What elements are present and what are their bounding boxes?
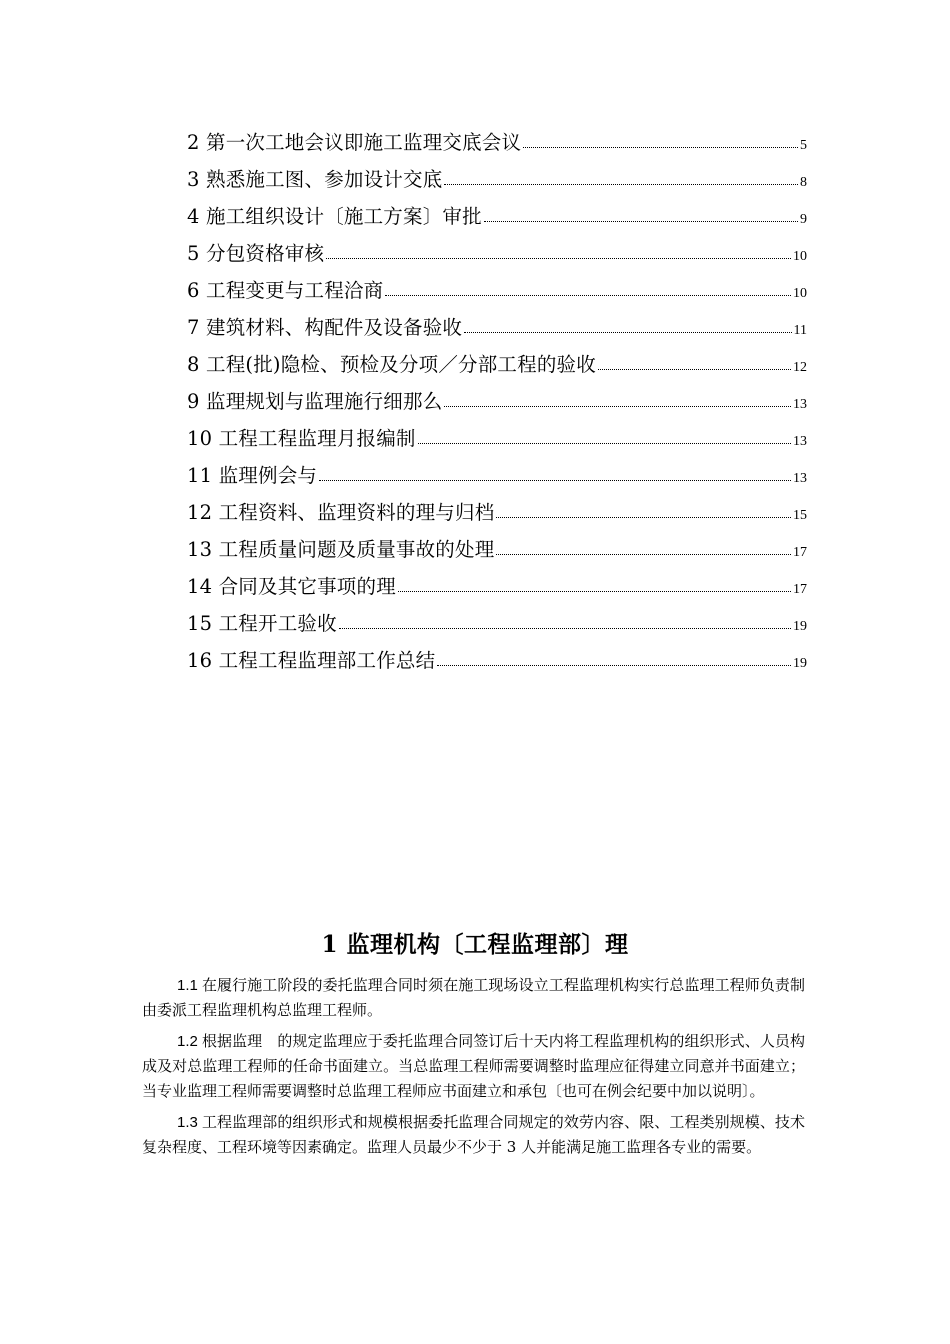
toc-entry-title: 11 监理例会与 — [187, 464, 318, 487]
toc-dot-leader — [598, 369, 791, 370]
toc-entry-title: 12 工程资料、监理资料的理与归档 — [187, 501, 495, 524]
toc-dot-leader — [326, 258, 791, 259]
toc-dot-leader — [444, 184, 798, 185]
toc-entry[interactable] — [187, 525, 807, 562]
paragraph — [142, 973, 805, 1023]
toc-entry[interactable] — [187, 488, 807, 525]
toc-entry-title: 16 工程工程监理部工作总结 — [187, 649, 436, 672]
toc-entry-page: 10 — [793, 249, 807, 264]
toc-entry-page: 13 — [793, 434, 807, 449]
toc-entry-page: 13 — [793, 471, 807, 486]
paragraph — [142, 1029, 805, 1104]
paragraph-text: 工程监理部的组织形式和规模根据委托监理合同规定的效劳内容、限、工程类别规模、技术复杂程度、工程环境等因素确定。监理人员最少不少于 3 人并能满足施工监理各专业的需要。 — [142, 1113, 805, 1156]
toc-entry-page: 8 — [800, 175, 807, 190]
toc-entry-page: 10 — [793, 286, 807, 301]
toc-entry-page: 5 — [800, 138, 807, 153]
toc-entry-page: 13 — [793, 397, 807, 412]
toc-entry[interactable] — [187, 155, 807, 192]
toc-dot-leader — [496, 554, 791, 555]
toc-entry[interactable] — [187, 636, 807, 673]
toc-entry[interactable] — [187, 340, 807, 377]
toc-entry-page: 17 — [793, 545, 807, 560]
toc-entry[interactable] — [187, 266, 807, 303]
paragraph-text: 在履行施工阶段的委托监理合同时须在施工现场设立工程监理机构实行总监理工程师负责制由委派工程监理机构总监理工程师。 — [142, 976, 805, 1019]
toc-entry-title: 4 施工组织设计〔施工方案〕审批 — [187, 205, 482, 228]
section-heading: 1 监理机构〔工程监理部〕理 — [321, 931, 629, 958]
toc-entry[interactable] — [187, 414, 807, 451]
toc-entry[interactable] — [187, 562, 807, 599]
toc-entry-title: 10 工程工程监理月报编制 — [187, 427, 416, 450]
toc-dot-leader — [385, 295, 791, 296]
toc-dot-leader — [484, 221, 798, 222]
toc-dot-leader — [523, 147, 798, 148]
toc-dot-leader — [319, 480, 791, 481]
section-body — [0, 926, 950, 1166]
toc-entry-page: 9 — [800, 212, 807, 227]
paragraph-text: 根据监理 的规定监理应于委托监理合同签订后十天内将工程监理机构的组织形式、人员构成及对总监理工程师的任命书面建立。当总监理工程师需要调整时监理应征得建立同意并书面建立；当专业监理工程师需要调整时总监理工程师应书面建立和承包〔也可在例会纪要中加以说明〕。 — [142, 1032, 805, 1100]
toc-dot-leader — [339, 628, 791, 629]
toc-dot-leader — [444, 406, 791, 407]
table-of-contents — [187, 118, 807, 673]
toc-entry-title: 7 建筑材料、构配件及设备验收 — [187, 316, 463, 339]
toc-entry-title: 3 熟悉施工图、参加设计交底 — [187, 168, 443, 191]
toc-entry[interactable] — [187, 377, 807, 414]
toc-dot-leader — [464, 332, 791, 333]
paragraph-number: 1.3 — [177, 1114, 198, 1131]
toc-entry[interactable] — [187, 192, 807, 229]
toc-entry-title: 5 分包资格审核 — [187, 242, 325, 265]
toc-dot-leader — [437, 665, 791, 666]
paragraph-number: 1.1 — [177, 977, 198, 994]
toc-entry[interactable] — [187, 599, 807, 636]
toc-entry-title: 13 工程质量问题及质量事故的处理 — [187, 538, 495, 561]
toc-entry-page: 17 — [793, 582, 807, 597]
toc-entry-title: 8 工程(批)隐检、预检及分项／分部工程的验收 — [187, 353, 596, 376]
toc-dot-leader — [398, 591, 791, 592]
toc-entry-title: 15 工程开工验收 — [187, 612, 337, 635]
toc-entry-page: 15 — [793, 508, 807, 523]
toc-dot-leader — [418, 443, 791, 444]
toc-dot-leader — [496, 517, 791, 518]
toc-entry-title: 2 第一次工地会议即施工监理交底会议 — [187, 131, 522, 154]
toc-entry[interactable] — [187, 118, 807, 155]
paragraph — [142, 1110, 805, 1160]
toc-entry[interactable] — [187, 451, 807, 488]
toc-entry-page: 19 — [793, 619, 807, 634]
toc-entry-page: 12 — [793, 360, 807, 375]
toc-entry-page: 19 — [793, 656, 807, 671]
toc-entry[interactable] — [187, 303, 807, 340]
toc-entry[interactable] — [187, 229, 807, 266]
paragraph-number: 1.2 — [177, 1033, 198, 1050]
toc-entry-title: 9 监理规划与监理施行细那么 — [187, 390, 443, 413]
toc-entry-title: 14 合同及其它事项的理 — [187, 575, 396, 598]
toc-entry-title: 6 工程变更与工程洽商 — [187, 279, 384, 302]
toc-entry-page: 11 — [793, 323, 807, 338]
